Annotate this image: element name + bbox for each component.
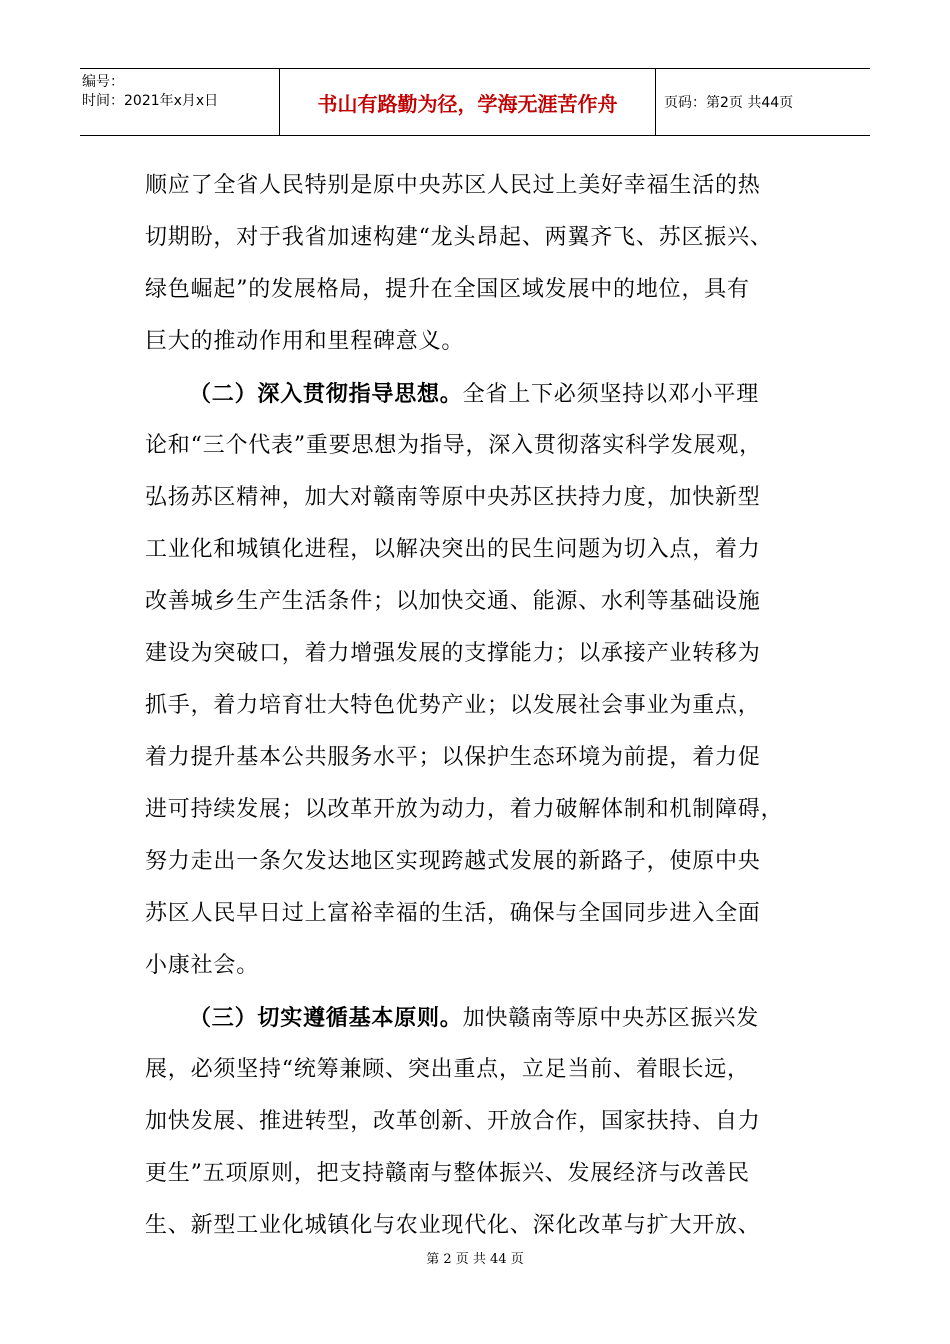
document-body xyxy=(145,160,835,1252)
body-line: 着力提升基本公共服务水平；以保护生态环境为前提，着力促 xyxy=(145,745,761,770)
body-line: 抓手，着力培育壮大特色优势产业；以发展社会事业为重点， xyxy=(145,693,761,718)
header-motto: 书山有路勤为径，学海无涯苦作舟 xyxy=(280,69,656,135)
section-2-heading: （二）深入贯彻指导思想。 xyxy=(189,381,463,407)
section-3-heading: （三）切实遵循基本原则。 xyxy=(189,1005,463,1031)
section-3-first-line xyxy=(145,992,835,1044)
body-line: 绿色崛起”的发展格局，提升在全国区域发展中的地位，具有 xyxy=(145,277,750,302)
body-line: 更生”五项原则，把支持赣南与整体振兴、发展经济与改善民 xyxy=(145,1161,750,1186)
body-line: 工业化和城镇化进程，以解决突出的民生问题为切入点，着力 xyxy=(145,537,761,562)
body-line: 改善城乡生产生活条件；以加快交通、能源、水利等基础设施 xyxy=(145,589,761,614)
body-line: 加快发展、推进转型，改革创新、开放合作，国家扶持、自力 xyxy=(145,1109,761,1134)
body-line: 生、新型工业化城镇化与农业现代化、深化改革与扩大开放、 xyxy=(145,1213,761,1238)
body-line: 进可持续发展；以改革开放为动力，着力破解体制和机制障碍， xyxy=(145,797,784,822)
document-date: 时间：2021年x月x日 xyxy=(82,93,219,109)
body-line: 切期盼，对于我省加速构建“龙头昂起、两翼齐飞、苏区振兴、 xyxy=(145,225,773,250)
body-line: 展，必须坚持“统筹兼顾、突出重点，立足当前、着眼长远， xyxy=(145,1057,750,1082)
body-line: 努力走出一条欠发达地区实现跨越式发展的新路子，使原中央 xyxy=(145,849,761,874)
header-meta xyxy=(80,69,280,135)
body-line: 顺应了全省人民特别是原中央苏区人民过上美好幸福生活的热 xyxy=(145,173,761,198)
body-line: 苏区人民早日过上富裕幸福的生活，确保与全国同步进入全面 xyxy=(145,901,761,926)
header-page-info: 页码：第2页 共44页 xyxy=(664,95,794,111)
section-2-first-line xyxy=(145,368,835,420)
body-line: 弘扬苏区精神，加大对赣南等原中央苏区扶持力度，加快新型 xyxy=(145,485,761,510)
page-header xyxy=(80,68,870,136)
body-line: 小康社会。 xyxy=(145,953,260,978)
body-line: 建设为突破口，着力增强发展的支撑能力；以承接产业转移为 xyxy=(145,641,761,666)
document-number-label: 编号： xyxy=(82,74,124,90)
page-footer: 第 2 页 共 44 页 xyxy=(426,1252,524,1267)
body-line: 巨大的推动作用和里程碑意义。 xyxy=(145,329,465,354)
section-2-first-line-text: 全省上下必须坚持以邓小平理 xyxy=(462,382,760,407)
section-3-first-line-text: 加快赣南等原中央苏区振兴发 xyxy=(462,1006,760,1031)
body-line: 论和“三个代表”重要思想为指导，深入贯彻落实科学发展观， xyxy=(145,433,762,458)
